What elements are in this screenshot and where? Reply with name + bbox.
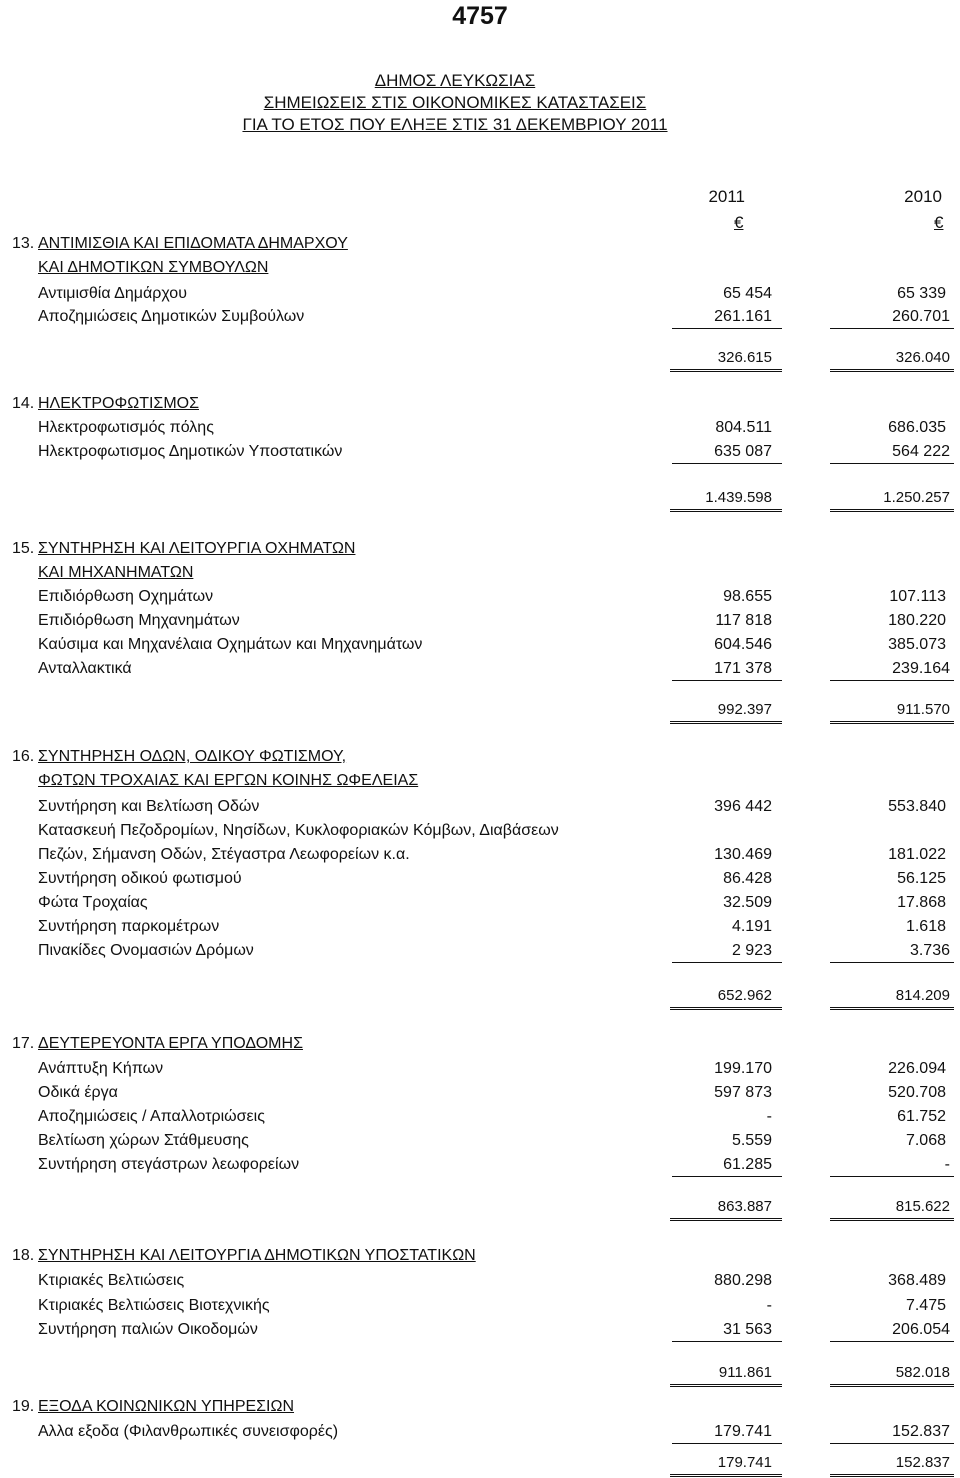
line-item <box>0 892 960 914</box>
line-item <box>0 868 960 890</box>
column-year-2011: 2011 <box>708 187 745 206</box>
value-2011: 65 454 <box>723 285 772 302</box>
total-2010: 1.250.257 <box>830 487 954 512</box>
value-2010: 3.736 <box>830 940 954 963</box>
value-2011: 171 378 <box>672 658 782 681</box>
value-2011: 604.546 <box>714 636 772 653</box>
value-2011: 199.170 <box>714 1060 772 1077</box>
line-item-label: Συντήρηση οδικού φωτισμού <box>38 870 242 887</box>
line-item-label: Φώτα Τροχαίας <box>38 894 148 911</box>
value-2010: 385.073 <box>888 636 946 653</box>
value-2010: 65 339 <box>897 285 946 302</box>
value-2010: 61.752 <box>897 1108 946 1125</box>
section-title: ΦΩΤΩΝ ΤΡΟΧΑΙΑΣ ΚΑΙ ΕΡΓΩΝ ΚΟΙΝΗΣ ΩΦΕΛΕΙΑΣ <box>38 772 419 789</box>
section-total-row <box>0 487 960 509</box>
total-2011: 1.439.598 <box>670 487 782 512</box>
line-item <box>0 844 960 866</box>
section-title: ΑΝΤΙΜΙΣΘΙΑ ΚΑΙ ΕΠΙΔΟΜΑΤΑ ΔΗΜΑΡΧΟΥ <box>38 235 348 252</box>
header-notes-title: ΣΗΜΕΙΩΣΕΙΣ ΣΤΙΣ ΟΙΚΟΝΟΜΙΚΕΣ ΚΑΤΑΣΤΑΣΕΙΣ <box>263 93 647 112</box>
header-municipality: ΔΗΜΟΣ ΛΕΥΚΩΣΙΑΣ <box>374 71 536 90</box>
line-item <box>0 610 960 632</box>
line-item-label: Κτιριακές Βελτιώσεις <box>38 1272 185 1289</box>
section-number: 15. <box>12 540 35 557</box>
section-total-row <box>0 347 960 369</box>
line-item <box>0 283 960 305</box>
value-2011: 61.285 <box>672 1154 782 1177</box>
section-title-row <box>0 770 960 792</box>
line-item-label: Αλλα εξοδα (Φιλανθρωπικές συνεισφορές) <box>38 1423 339 1440</box>
line-item-label: Κατασκευή Πεζοδρομίων, Νησίδων, Κυκλοφοριακών Κόμβων, Διαβάσεων <box>38 822 559 839</box>
line-item <box>0 1295 960 1317</box>
line-item-label: Αποζημιώσεις Δημοτικών Συμβούλων <box>38 308 305 325</box>
total-2011: 911.861 <box>670 1362 782 1387</box>
total-2011: 863.887 <box>670 1196 782 1221</box>
line-item-label: Συντήρηση στεγάστρων λεωφορείων <box>38 1156 300 1173</box>
total-2010: 815.622 <box>830 1196 954 1221</box>
total-2011: 652.962 <box>670 985 782 1010</box>
section-total-row <box>0 985 960 1007</box>
value-2011: 5.559 <box>731 1132 772 1149</box>
value-2011: 31 563 <box>672 1319 782 1342</box>
line-item <box>0 916 960 938</box>
section-title: ΚΑΙ ΜΗΧΑΝΗΜΑΤΩΝ <box>38 564 194 581</box>
value-2010: 181.022 <box>888 846 946 863</box>
section-title-row <box>0 746 960 768</box>
section-title-row <box>0 562 960 584</box>
line-item <box>0 586 960 608</box>
line-item <box>0 658 960 680</box>
value-2011: 4.191 <box>731 918 772 935</box>
section-number: 16. <box>12 748 35 765</box>
value-2011: - <box>766 1297 772 1314</box>
section-title-row <box>0 1245 960 1267</box>
total-2011: 992.397 <box>670 699 782 724</box>
total-2011: 326.615 <box>670 347 782 372</box>
value-2010: 520.708 <box>888 1084 946 1101</box>
line-item-label: Καύσιμα και Μηχανέλαια Οχημάτων και Μηχανημάτων <box>38 636 423 653</box>
value-2011: 130.469 <box>714 846 772 863</box>
line-item <box>0 1270 960 1292</box>
line-item <box>0 820 960 842</box>
value-2010: - <box>830 1154 954 1177</box>
line-item-label: Ηλεκτροφωτισμός πόλης <box>38 419 214 436</box>
value-2010: 152.837 <box>830 1421 954 1444</box>
value-2010: 226.094 <box>888 1060 946 1077</box>
total-2010: 911.570 <box>830 699 954 724</box>
value-2010: 260.701 <box>830 306 954 329</box>
section-title-row <box>0 1033 960 1055</box>
line-item-label: Επιδιόρθωση Οχημάτων <box>38 588 214 605</box>
line-item-label: Πινακίδες Ονομασιών Δρόμων <box>38 942 254 959</box>
value-2011: 2 923 <box>672 940 782 963</box>
value-2011: 117 818 <box>715 612 772 629</box>
value-2011: 261.161 <box>672 306 782 329</box>
value-2011: - <box>766 1108 772 1125</box>
value-2010: 1.618 <box>905 918 946 935</box>
value-2011: 179.741 <box>672 1421 782 1444</box>
line-item-label: Κτιριακές Βελτιώσεις Βιοτεχνικής <box>38 1297 270 1314</box>
line-item <box>0 306 960 328</box>
value-2011: 86.428 <box>723 870 772 887</box>
line-item-label: Συντήρηση και Βελτίωση Οδών <box>38 798 260 815</box>
value-2010: 56.125 <box>897 870 946 887</box>
section-title: ΕΞΟΔΑ ΚΟΙΝΩΝΙΚΩΝ ΥΠΗΡΕΣΙΩΝ <box>38 1398 295 1415</box>
line-item <box>0 441 960 463</box>
line-item-label: Αποζημιώσεις / Απαλλοτριώσεις <box>38 1108 265 1125</box>
page-number: 4757 <box>452 2 508 30</box>
line-item-label: Ανάπτυξη Κήπων <box>38 1060 164 1077</box>
value-2011: 396 442 <box>714 798 772 815</box>
line-item <box>0 1319 960 1341</box>
section-number: 13. <box>12 235 35 252</box>
value-2010: 7.068 <box>905 1132 946 1149</box>
section-number: 14. <box>12 395 35 412</box>
value-2011: 804.511 <box>715 419 772 436</box>
section-title: ΚΑΙ ΔΗΜΟΤΙΚΩΝ ΣΥΜΒΟΥΛΩΝ <box>38 259 269 276</box>
line-item <box>0 940 960 962</box>
total-2011: 179.741 <box>670 1452 782 1477</box>
value-2011: 597 873 <box>714 1084 772 1101</box>
value-2010: 17.868 <box>897 894 946 911</box>
line-item <box>0 1421 960 1443</box>
line-item-label: Συντήρηση παρκομέτρων <box>38 918 220 935</box>
value-2011: 635 087 <box>672 441 782 464</box>
section-title-row <box>0 393 960 415</box>
section-title: ΣΥΝΤΗΡΗΣΗ ΚΑΙ ΛΕΙΤΟΥΡΓΙΑ ΟΧΗΜΑΤΩΝ <box>38 540 356 557</box>
total-2010: 326.040 <box>830 347 954 372</box>
value-2010: 686.035 <box>888 419 946 436</box>
section-title: ΣΥΝΤΗΡΗΣΗ ΟΔΩΝ, ΟΔΙΚΟΥ ΦΩΤΙΣΜΟΥ, <box>38 748 347 765</box>
line-item <box>0 1106 960 1128</box>
value-2011: 98.655 <box>723 588 772 605</box>
value-2010: 239.164 <box>830 658 954 681</box>
line-item <box>0 1154 960 1176</box>
value-2010: 180.220 <box>888 612 946 629</box>
section-total-row <box>0 1196 960 1218</box>
line-item <box>0 634 960 656</box>
value-2010: 107.113 <box>889 588 946 605</box>
section-number: 17. <box>12 1035 35 1052</box>
currency-2011: € <box>734 213 744 232</box>
section-title: ΣΥΝΤΗΡΗΣΗ ΚΑΙ ΛΕΙΤΟΥΡΓΙΑ ΔΗΜΟΤΙΚΩΝ ΥΠΟΣΤΑΤΙΚΩΝ <box>38 1247 476 1264</box>
section-title-row <box>0 538 960 560</box>
header-period: ΓΙΑ ΤΟ ΕΤΟΣ ΠΟΥ ΕΛΗΞΕ ΣΤΙΣ 31 ΔΕΚΕΜΒΡΙΟΥ 2011 <box>242 115 668 134</box>
section-title: ΔΕΥΤΕΡΕΥΟΝΤΑ ΕΡΓΑ ΥΠΟΔΟΜΗΣ <box>38 1035 303 1052</box>
line-item-label: Βελτίωση χώρων Στάθμευσης <box>38 1132 249 1149</box>
section-total-row <box>0 699 960 721</box>
value-2010: 553.840 <box>888 798 946 815</box>
line-item <box>0 1082 960 1104</box>
section-title-row <box>0 233 960 255</box>
document-header <box>0 70 960 136</box>
section-number: 19. <box>12 1398 35 1415</box>
section-number: 18. <box>12 1247 35 1264</box>
value-2010: 368.489 <box>888 1272 946 1289</box>
section-title-row <box>0 257 960 279</box>
line-item <box>0 1058 960 1080</box>
value-2010: 206.054 <box>830 1319 954 1342</box>
line-item-label: Αντιμισθία Δημάρχου <box>38 285 187 302</box>
line-item <box>0 1130 960 1152</box>
total-2010: 582.018 <box>830 1362 954 1387</box>
section-title-row <box>0 1396 960 1418</box>
section-total-row <box>0 1452 960 1474</box>
total-2010: 814.209 <box>830 985 954 1010</box>
line-item-label: Οδικά έργα <box>38 1084 118 1101</box>
value-2011: 32.509 <box>723 894 772 911</box>
section-total-row <box>0 1362 960 1384</box>
column-year-2010: 2010 <box>904 187 942 206</box>
line-item <box>0 796 960 818</box>
value-2010: 7.475 <box>905 1297 946 1314</box>
total-2010: 152.837 <box>830 1452 954 1477</box>
section-title: ΗΛΕΚΤΡΟΦΩΤΙΣΜΟΣ <box>38 395 199 412</box>
line-item-label: Συντήρηση παλιών Οικοδομών <box>38 1321 258 1338</box>
line-item <box>0 417 960 439</box>
line-item-label: Ηλεκτροφωτισμος Δημοτικών Υποστατικών <box>38 443 343 460</box>
line-item-label: Επιδιόρθωση Μηχανημάτων <box>38 612 240 629</box>
value-2011: 880.298 <box>714 1272 772 1289</box>
line-item-label: Πεζών, Σήμανση Οδών, Στέγαστρα Λεωφορείων κ.α. <box>38 846 410 863</box>
line-item-label: Ανταλλακτικά <box>38 660 132 677</box>
currency-2010: € <box>934 213 944 232</box>
value-2010: 564 222 <box>830 441 954 464</box>
